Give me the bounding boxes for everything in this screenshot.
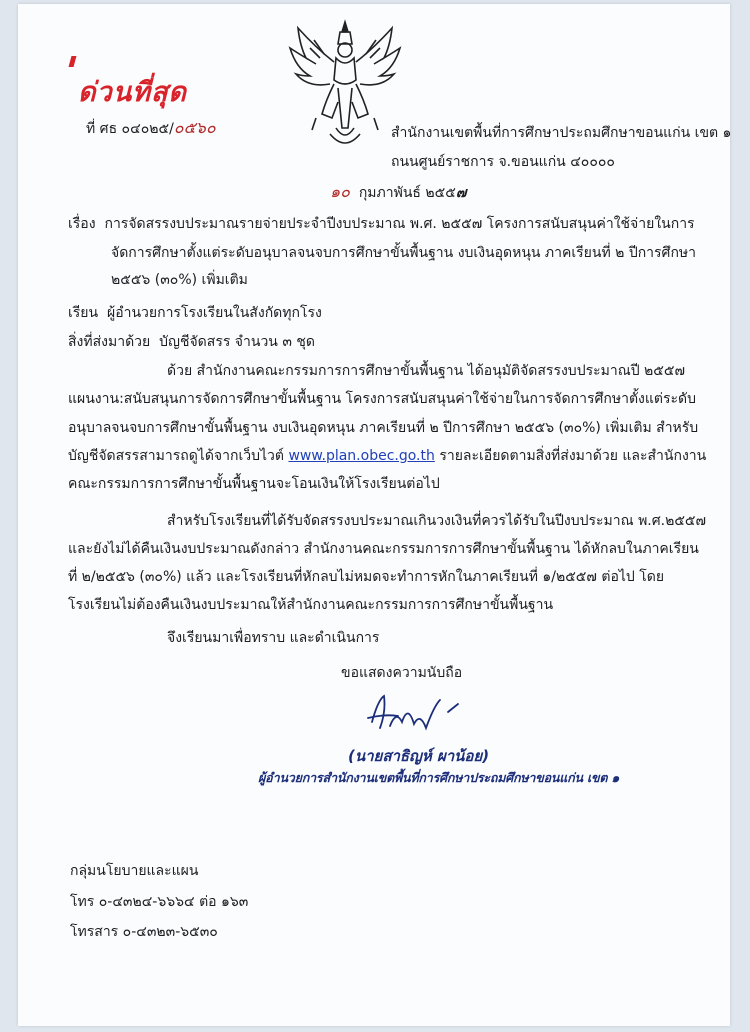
paragraph-2-line-2: และยังไม่ได้คืนเงินงบประมาณดังกล่าว สำนักงานคณะกรรมการการศึกษาขั้นพื้นฐาน ได้หักลบในภาคเรียน <box>68 541 699 557</box>
reference-label: ที่ ศธ ๐๔๐๒๕/ <box>86 121 174 137</box>
letter-date <box>330 180 466 205</box>
reference-number <box>86 116 216 141</box>
subject-label: เรื่อง <box>68 216 96 232</box>
attachment-label: สิ่งที่ส่งมาด้วย <box>68 334 151 350</box>
paragraph-2-line-3: ที่ ๒/๒๕๕๖ (๓๐%) แล้ว และโรงเรียนที่หักลบไม่หมดจะทำการหักในภาคเรียนที่ ๑/๒๕๕๗ ต่อไป โดย <box>68 569 665 585</box>
paragraph-2-line-1: สำหรับโรงเรียนที่ได้รับจัดสรรงบประมาณเกินวงเงินที่ควรได้รับในปีงบประมาณ พ.ศ.๒๕๕๗ <box>167 513 707 529</box>
paragraph-1-line-4-pre: บัญชีจัดสรรสามารถดูได้จากเว็บไวต์ <box>68 448 284 464</box>
urgency-stamp: ด่วนที่สุด <box>78 77 187 108</box>
plan-obec-link[interactable]: www.plan.obec.go.th <box>288 448 435 464</box>
paragraph-3: จึงเรียนมาเพื่อทราบ และดำเนินการ <box>167 630 380 646</box>
paragraph-1-line-3: อนุบาลจนจบการศึกษาขั้นพื้นฐาน งบเงินอุดหนุน ภาคเรียนที่ ๒ ปีการศึกษา ๒๕๕๖ (๓๐%) เพิ่มเติม สำหรับ <box>68 420 699 436</box>
subject-line-1 <box>68 213 695 235</box>
recipient-text: ผู้อำนวยการโรงเรียนในสังกัดทุกโรง <box>106 305 322 321</box>
office-name: สำนักงานเขตพื้นที่การศึกษาประถมศึกษาขอนแก่น เขต ๑ <box>391 125 732 141</box>
paragraph-2-line-4: โรงเรียนไม่ต้องคืนเงินงบประมาณให้สำนักงานคณะกรรมการการศึกษาขั้นพื้นฐาน <box>68 597 554 613</box>
date-year-handwritten-end: ๗ <box>455 185 467 201</box>
footer-department: กลุ่มนโยบายและแผน <box>70 863 199 879</box>
paragraph-1-line-5: คณะกรรมการการศึกษาขั้นพื้นฐานจะโอนเงินให้โรงเรียนต่อไป <box>68 476 440 492</box>
garuda-emblem-icon <box>286 18 404 154</box>
subject-line-2: จัดการศึกษาตั้งแต่ระดับอนุบาลจนจบการศึกษาขั้นพื้นฐาน งบเงินอุดหนุน ภาคเรียนที่ ๒ ปีการศึกษา <box>111 245 697 261</box>
closing-regards: ขอแสดงความนับถือ <box>341 665 463 681</box>
paragraph-1-line-1: ด้วย สำนักงานคณะกรรมการการศึกษาขั้นพื้นฐาน ได้อนุมัติจัดสรรงบประมาณปี ๒๕๕๗ <box>167 363 685 379</box>
subject-line-3: ๒๕๕๖ (๓๐%) เพิ่มเติม <box>111 272 248 288</box>
attachment-line <box>68 331 315 353</box>
urgent-mark <box>69 56 77 67</box>
date-day-handwritten: ๑๐ <box>330 182 350 201</box>
recipient-label: เรียน <box>68 305 99 321</box>
paragraph-1-line-4-post: รายละเอียดตามสิ่งที่ส่งมาด้วย และสำนักงาน <box>439 448 707 464</box>
paragraph-1-line-4 <box>68 445 706 467</box>
footer-fax: โทรสาร ๐-๔๓๒๓-๖๕๓๐ <box>70 924 218 940</box>
signature-icon <box>364 692 462 734</box>
signer-position: ผู้อำนวยการสำนักงานเขตพื้นที่การศึกษาประถมศึกษาขอนแก่น เขต ๑ <box>258 770 620 785</box>
reference-handwritten: ๐๕๖๐ <box>173 118 216 137</box>
recipient-line <box>68 302 322 324</box>
footer-phone: โทร ๐-๔๓๒๔-๖๖๖๔ ต่อ ๑๖๓ <box>70 894 249 910</box>
subject-text-1: การจัดสรรงบประมาณรายจ่ายประจำปีงบประมาณ พ.ศ. ๒๕๕๗ โครงการสนับสนุนค่าใช้จ่ายในการ <box>104 216 695 232</box>
date-month-year: กุมภาพันธ์ ๒๕๕ <box>358 185 456 201</box>
attachment-text: บัญชีจัดสรร จำนวน ๓ ชุด <box>159 334 315 350</box>
document-page <box>18 4 730 1026</box>
signer-name: (นายสาธิญห์ ผาน้อย) <box>348 747 490 765</box>
office-address: ถนนศูนย์ราชการ จ.ขอนแก่น ๔๐๐๐๐ <box>391 154 615 170</box>
paragraph-1-line-2: แผนงาน:สนับสนุนการจัดการศึกษาขั้นพื้นฐาน โครงการสนับสนุนค่าใช้จ่ายในการจัดการศึกษาตั้งแต่ระดับ <box>68 391 697 407</box>
